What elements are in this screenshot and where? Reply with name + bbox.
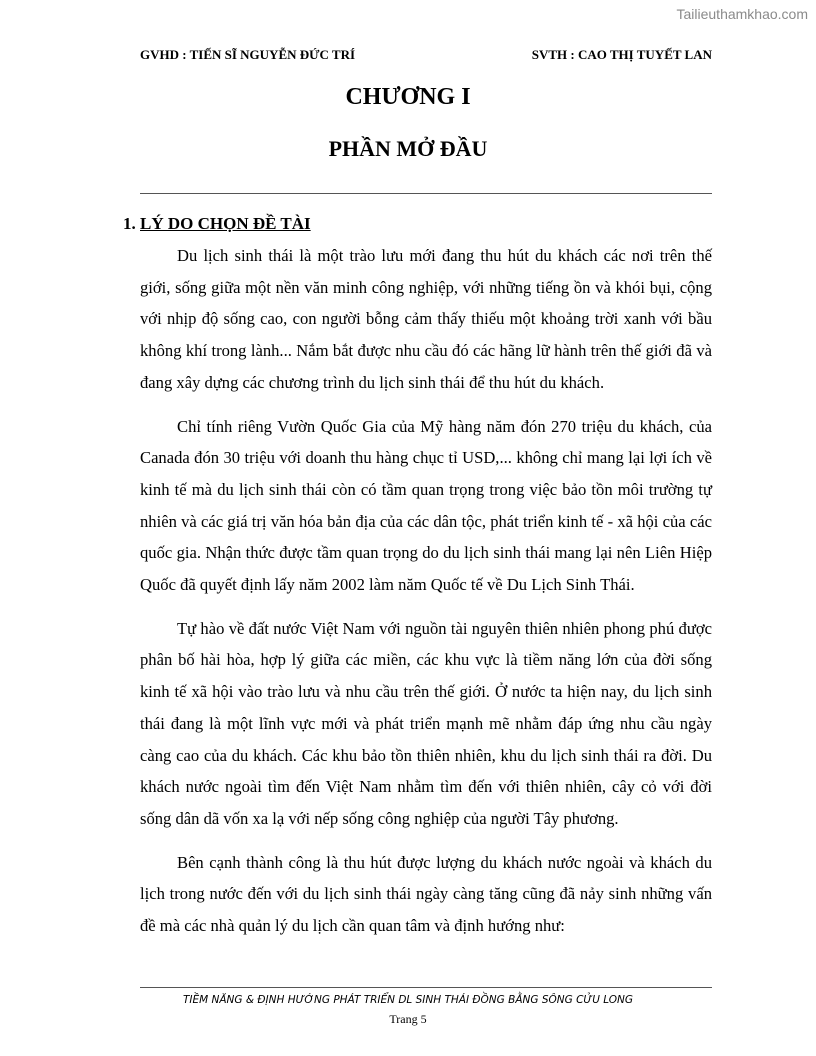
section-number: 1. — [123, 214, 136, 233]
chapter-title: CHƯƠNG I — [345, 84, 471, 110]
watermark-text: Tailieuthamkhao.com — [676, 6, 808, 22]
paragraph: Chỉ tính riêng Vườn Quốc Gia của Mỹ hàng năm đón 270 triệu du khách, của Canada đón 30 triệu với doanh thu hàng chục tỉ USD,... không chỉ mang lại lợi ích về kinh tế mà du lịch sinh thái còn có tầm quan trọng trong việc bảo tồn môi trường tự nhiên và các giá trị văn hóa bản địa của các dân tộc, phát triển kinh tế - xã hội của các quốc gia. Nhận thức được tầm quan trọng do du lịch sinh thái mang lại nên Liên Hiệp Quốc đã quyết định lấy năm 2002 làm năm Quốc tế về Du Lịch Sinh Thái. — [140, 416, 712, 595]
header-advisor: GVHD : TIẾN SĨ NGUYỄN ĐỨC TRÍ — [140, 47, 356, 62]
section-title: LÝ DO CHỌN ĐỀ TÀI — [140, 214, 311, 233]
paragraph: Du lịch sinh thái là một trào lưu mới đang thu hút du khách các nơi trên thế giới, sống giữa một nền văn minh công nghiệp, với những tiếng ồn và khói bụi, cộng với nhịp độ sống cao, con người bỗng cảm thấy thiếu một khoảng trời xanh với bầu không khí trong lành... Nắm bắt được nhu cầu đó các hãng lữ hành trên thế giới đã và đang xây dựng các chương trình du lịch sinh thái để thu hút du khách. — [140, 246, 712, 392]
top-divider — [140, 193, 712, 194]
paragraph: Tự hào về đất nước Việt Nam với nguồn tài nguyên thiên nhiên phong phú được phân bố hài hòa, hợp lý giữa các miền, các khu vực là tiềm năng lớn của đời sống kinh tế xã hội vào trào lưu và nhu cầu trên thế giới. Ở nước ta hiện nay, du lịch sinh thái đang là một lĩnh vực mới và phát triển mạnh mẽ nhằm đáp ứng nhu cầu ngày càng cao của du khách. Các khu bảo tồn thiên nhiên, khu du lịch sinh thái ra đời. Du khách nước ngoài tìm đến Việt Nam nhằm tìm đến với thiên nhiên, cây cỏ với đời sống dân dã vốn xa lạ với nếp sống công nghiệp của người Tây phương. — [140, 618, 712, 828]
chapter-subtitle: PHẦN MỞ ĐẦU — [328, 136, 488, 161]
bottom-divider — [140, 987, 712, 988]
paragraph: Bên cạnh thành công là thu hút được lượng du khách nước ngoài và khách du lịch trong nước đến với du lịch sinh thái ngày càng tăng cũng đã nảy sinh những vấn đề mà các nhà quản lý du lịch cần quan tâm và định hướng như: — [140, 852, 712, 936]
header-student: SVTH : CAO THỊ TUYẾT LAN — [531, 47, 712, 62]
page-number: Trang 5 — [389, 1012, 427, 1026]
section-heading — [123, 214, 311, 234]
footer-title: TIỀM NĂNG & ĐỊNH HƯỚNG PHÁT TRIỂN DL SINH THÁI ĐỒNG BẰNG SÔNG CỬU LONG — [182, 994, 634, 1006]
body-text — [140, 240, 712, 954]
